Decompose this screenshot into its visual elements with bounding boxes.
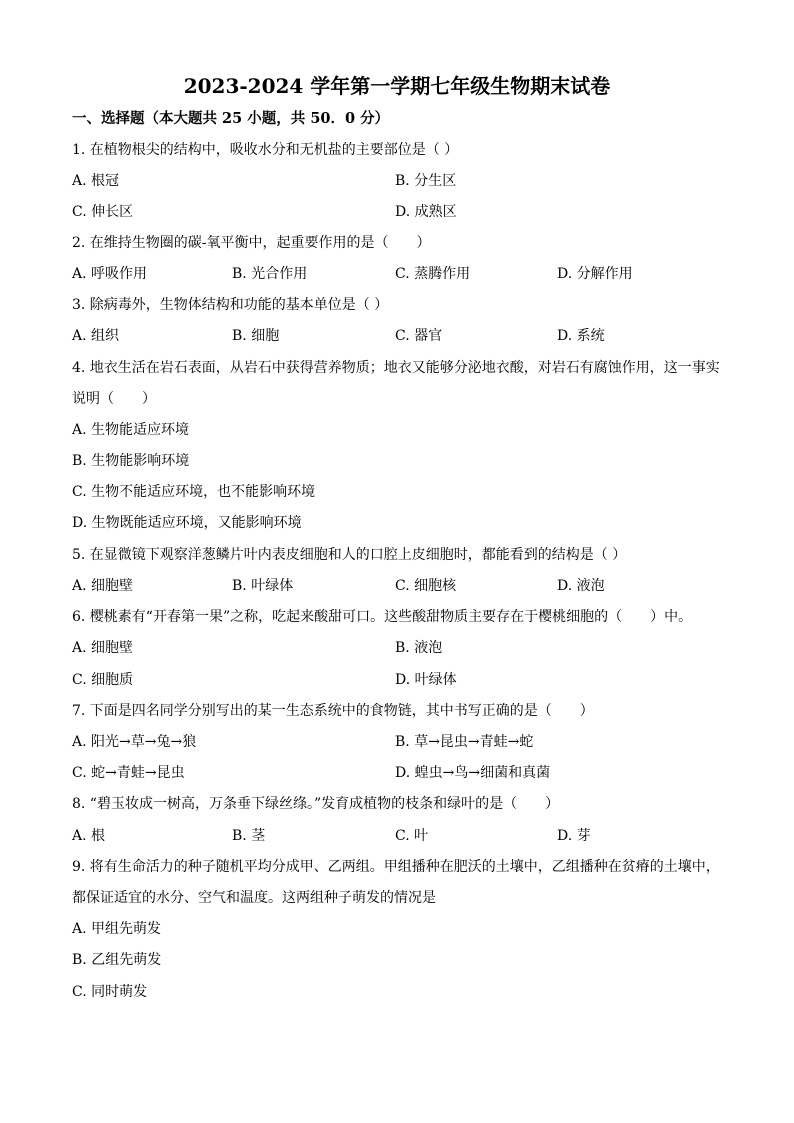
question-8-option-a[interactable]: A. 根 <box>72 828 106 844</box>
question-8-stem: 8. “碧玉妆成一树高，万条垂下绿丝绦。”发育成植物的枝条和绿叶的是（ ） <box>72 796 560 812</box>
question-4-option-a[interactable]: A. 生物能适应环境 <box>72 422 190 438</box>
question-3-stem: 3. 除病毒外，生物体结构和功能的基本单位是（ ） <box>72 297 389 313</box>
question-2-option-d[interactable]: D. 分解作用 <box>557 266 633 282</box>
question-4-stem-line-1: 4. 地衣生活在岩石表面，从岩石中获得营养物质；地衣又能够分泌地衣酸，对岩石有腐蚀作用，这一事实 <box>72 360 720 376</box>
question-3-option-b[interactable]: B. 细胞 <box>232 328 280 344</box>
question-3-option-d[interactable]: D. 系统 <box>557 328 605 344</box>
question-6-option-a[interactable]: A. 细胞壁 <box>72 640 134 656</box>
question-9-option-b[interactable]: B. 乙组先萌发 <box>72 952 162 968</box>
question-4-stem-line-2: 说明（ ） <box>72 391 156 407</box>
question-1-stem: 1. 在植物根尖的结构中，吸收水分和无机盐的主要部位是（ ） <box>72 142 459 158</box>
question-7-stem: 7. 下面是四名同学分别写出的某一生态系统中的食物链，其中书写正确的是（ ） <box>72 703 594 719</box>
question-9-stem-line-2: 都保证适宜的水分、空气和温度。这两组种子萌发的情况是 <box>72 890 436 906</box>
question-5-option-c[interactable]: C. 细胞核 <box>395 578 457 594</box>
question-5-option-b[interactable]: B. 叶绿体 <box>232 578 294 594</box>
question-2-option-a[interactable]: A. 呼吸作用 <box>72 266 148 282</box>
question-2-option-b[interactable]: B. 光合作用 <box>232 266 308 282</box>
question-7-option-a[interactable]: A. 阳光→草→兔→狼 <box>72 734 197 750</box>
exam-title: 2023-2024 学年第一学期七年级生物期末试卷 <box>183 74 611 98</box>
question-7-option-c[interactable]: C. 蛇→青蛙→昆虫 <box>72 765 185 781</box>
question-8-option-c[interactable]: C. 叶 <box>395 828 429 844</box>
question-5-option-a[interactable]: A. 细胞壁 <box>72 578 134 594</box>
question-1-option-b[interactable]: B. 分生区 <box>395 173 457 189</box>
question-3-option-a[interactable]: A. 组织 <box>72 328 120 344</box>
question-1-option-c[interactable]: C. 伸长区 <box>72 204 134 220</box>
question-6-stem: 6. 樱桃素有“开春第一果”之称，吃起来酸甜可口。这些酸甜物质主要存在于樱桃细胞的（ ）中。 <box>72 609 693 625</box>
question-4-option-c[interactable]: C. 生物不能适应环境，也不能影响环境 <box>72 484 316 500</box>
question-1-option-d[interactable]: D. 成熟区 <box>395 204 457 220</box>
question-5-option-d[interactable]: D. 液泡 <box>557 578 605 594</box>
question-2-option-c[interactable]: C. 蒸腾作用 <box>395 266 471 282</box>
question-8-option-d[interactable]: D. 芽 <box>557 828 591 844</box>
question-5-stem: 5. 在显微镜下观察洋葱鳞片叶内表皮细胞和人的口腔上皮细胞时，都能看到的结构是（ ） <box>72 547 627 563</box>
question-9-option-a[interactable]: A. 甲组先萌发 <box>72 921 162 937</box>
question-7-option-b[interactable]: B. 草→昆虫→青蛙→蛇 <box>395 734 534 750</box>
question-6-option-c[interactable]: C. 细胞质 <box>72 672 134 688</box>
question-6-option-b[interactable]: B. 液泡 <box>395 640 443 656</box>
question-9-stem-line-1: 9. 将有生命活力的种子随机平均分成甲、乙两组。甲组播种在肥沃的土壤中，乙组播种在贫瘠的土壤中， <box>72 859 720 875</box>
question-8-option-b[interactable]: B. 茎 <box>232 828 266 844</box>
question-1-option-a[interactable]: A. 根冠 <box>72 173 120 189</box>
question-7-option-d[interactable]: D. 蝗虫→鸟→细菌和真菌 <box>395 765 551 781</box>
question-3-option-c[interactable]: C. 器官 <box>395 328 443 344</box>
question-4-option-b[interactable]: B. 生物能影响环境 <box>72 453 190 469</box>
section-heading: 一、选择题（本大题共 25 小题，共 50．0 分） <box>72 110 390 127</box>
question-6-option-d[interactable]: D. 叶绿体 <box>395 672 457 688</box>
question-9-option-c[interactable]: C. 同时萌发 <box>72 984 148 1000</box>
question-2-stem: 2. 在维持生物圈的碳-氧平衡中，起重要作用的是（ ） <box>72 235 431 251</box>
question-4-option-d[interactable]: D. 生物既能适应环境，又能影响环境 <box>72 515 302 531</box>
